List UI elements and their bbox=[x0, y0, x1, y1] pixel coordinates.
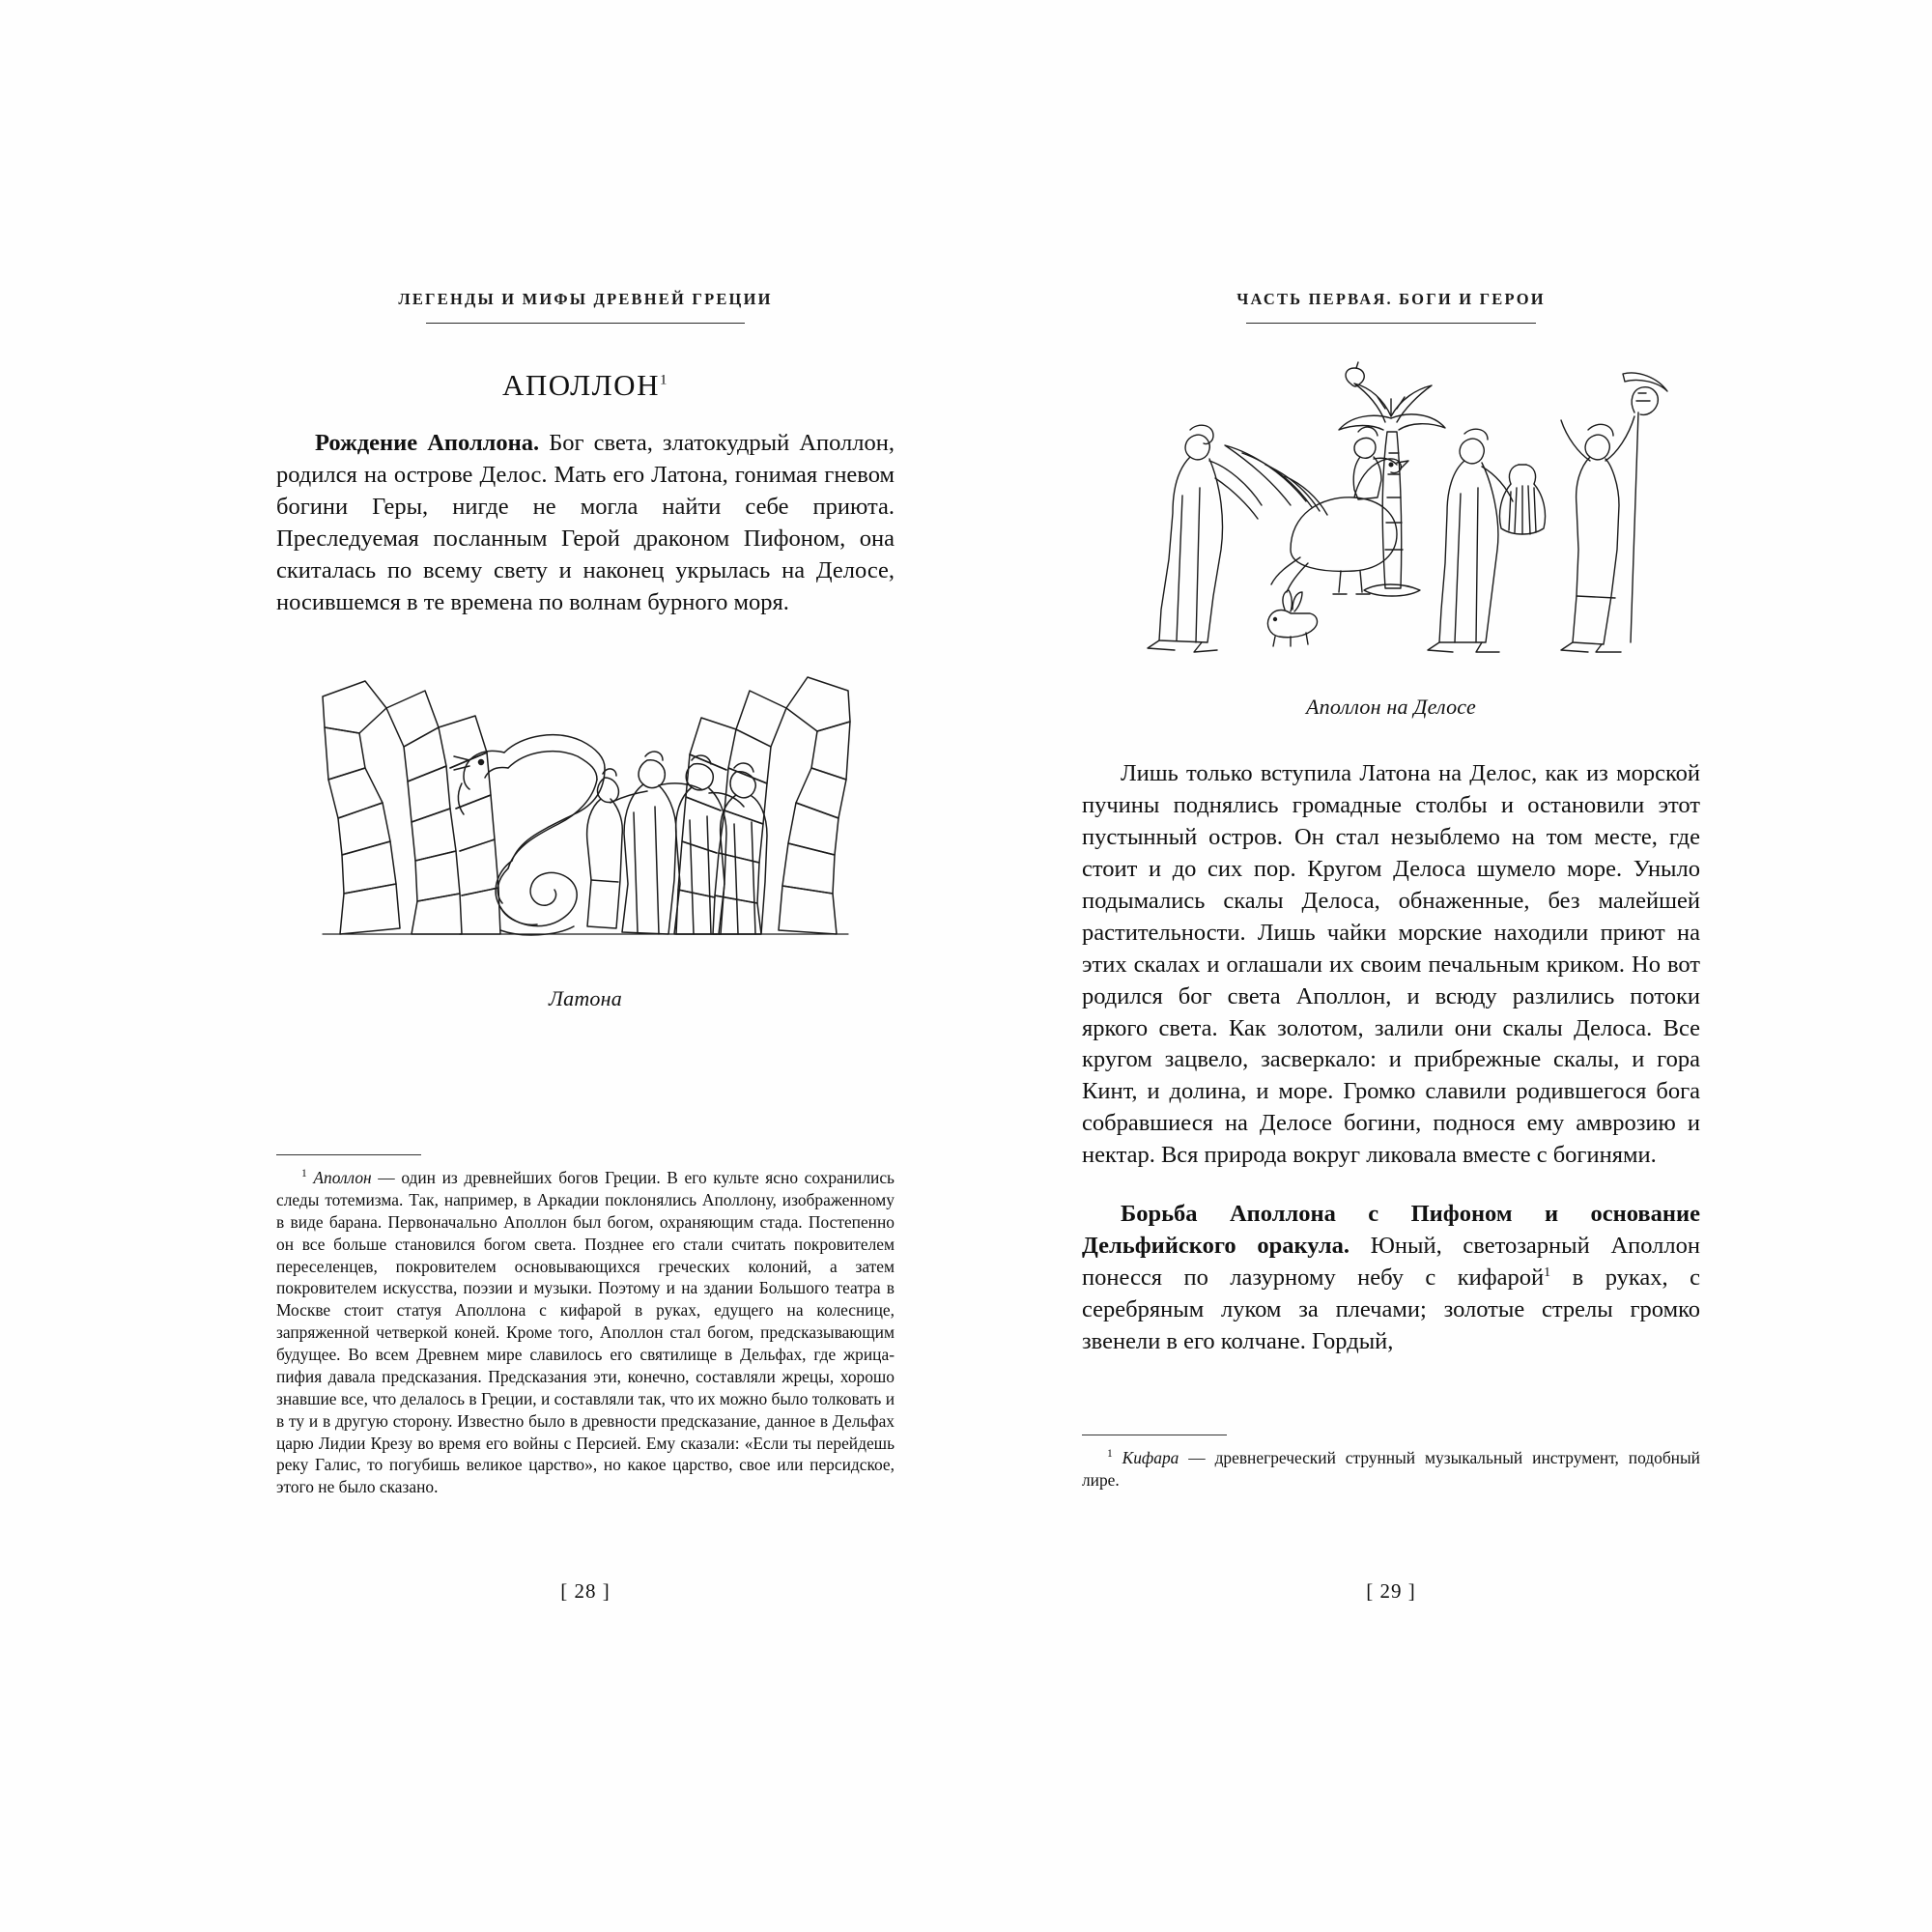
right-paragraph-2 bbox=[1082, 1199, 1700, 1358]
right-footnote bbox=[1082, 1447, 1700, 1492]
chapter-title-footnote-marker: 1 bbox=[659, 372, 668, 388]
latona-illustration bbox=[315, 652, 856, 971]
left-folio: [ 28 ] bbox=[560, 1579, 611, 1603]
left-footnote-marker: 1 bbox=[301, 1168, 307, 1180]
right-head-rule bbox=[1246, 323, 1536, 324]
lyre bbox=[1499, 465, 1545, 534]
left-footnote-text: — один из древнейших богов Греции. В его культе ясно сохранились следы тотемизма. Так, например, в Аркадии поклонялись Аполлону, изображенному в виде барана. Первоначально Аполлон был богом, охраняющим стада. Постепенно он все больше становился богом света. Позднее его стали считать покровителем переселенцев, покровителем основывающихся греческих колоний, а затем покровителем искусства, поэзии и музыки. Поэтому и на здании Большого театра в Москве стоит статуя Аполлона с кифарой в руках, едущего на колеснице, запряженной четверкой коней. Кроме того, Аполлон стал богом, предсказывающим будущее. Во всем Древнем мире славилось его святилище в Дельфах, где жрица-пифия давала предсказания. Предсказания эти, конечно, составляли жрецы, хорошо знавшие все, что делалось в Греции, и составляли так, что их можно было толковать и в ту и в другую сторону. Известно было в древности предсказание, данное в Дельфах царю Лидии Крезу во время его войны с Персией. Ему сказали: «Если ты перейдешь реку Галис, то погубишь великое царство», но какое царство, свое или персидское, этого не было сказано. bbox=[276, 1168, 895, 1497]
apollo-figure bbox=[1082, 360, 1700, 720]
right-footnote-text: — древнегреческий струнный музыкальный инструмент, подобный лире. bbox=[1082, 1448, 1700, 1490]
right-page bbox=[1082, 290, 1700, 1604]
chapter-title bbox=[276, 368, 895, 403]
right-folio: [ 29 ] bbox=[1366, 1579, 1416, 1603]
apollo-figure-caption: Аполлон на Делосе bbox=[1306, 695, 1476, 719]
lyre-player bbox=[1428, 429, 1513, 652]
left-footnote bbox=[276, 1167, 895, 1498]
left-paragraph-1-lead: Рождение Аполлона. bbox=[315, 430, 540, 456]
right-paragraph-2-lead: Борьба Аполлона с Пифоном и основание Дельфийского оракула. bbox=[1082, 1201, 1700, 1260]
left-paragraph-1-text: Бог света, златокудрый Аполлон, родился на острове Делос. Мать его Латона, гонимая гневом богини Геры, нигде не могла найти себе приюта. Преследуемая посланным Герой драконом Пифоном, она скиталась по всему свету и наконец укрылась на Делосе, носившемся в те времена по волнам бурного моря. bbox=[276, 430, 895, 615]
right-inline-footnote-marker: 1 bbox=[1544, 1264, 1551, 1280]
apollo-on-delos-illustration bbox=[1101, 360, 1681, 679]
swan bbox=[1225, 445, 1408, 594]
left-footnote-rule bbox=[276, 1154, 421, 1155]
latona-figure-caption: Латона bbox=[549, 985, 622, 1010]
left-footnote-block bbox=[276, 1154, 895, 1498]
left-running-head-text: ЛЕГЕНДЫ И МИФЫ ДРЕВНЕЙ ГРЕЦИИ bbox=[398, 290, 773, 308]
chapter-title-text: АПОЛЛОН bbox=[502, 368, 660, 402]
right-footnote-marker: 1 bbox=[1107, 1448, 1113, 1461]
left-rocks bbox=[323, 681, 500, 934]
left-footnote-lead: Аполлон bbox=[313, 1168, 372, 1187]
left-paragraph-1 bbox=[276, 428, 895, 619]
python-serpent bbox=[454, 734, 605, 934]
latona-figure bbox=[276, 652, 895, 1011]
right-running-head-text: ЧАСТЬ ПЕРВАЯ. БОГИ И ГЕРОИ bbox=[1236, 290, 1546, 308]
fruit-stem bbox=[1356, 362, 1358, 368]
right-paragraph-2-continuation: в руках, с серебряным луком за плечами; золотые стрелы громко звенели в его колчане. Гордый, bbox=[1082, 1264, 1701, 1354]
left-page bbox=[276, 290, 895, 1604]
right-footnote-lead: Кифара bbox=[1122, 1448, 1179, 1467]
rabbit bbox=[1267, 590, 1317, 646]
crescent-ornament bbox=[1623, 373, 1667, 391]
left-head-rule bbox=[426, 323, 745, 324]
right-rocks bbox=[676, 677, 850, 934]
apollo-figure bbox=[1561, 387, 1658, 652]
right-paragraph-2-text: Юный, светозарный Аполлон понесся по лазурному небу с кифарой bbox=[1082, 1233, 1700, 1292]
left-running-head bbox=[276, 290, 895, 324]
right-paragraph-1-text: Лишь только вступила Латона на Делос, как из морской пучины поднялись громадные столбы и остановили этот пустынный остров. Он стал незыблемо на том месте, где стоит и до сих пор. Кругом Делоса шумело море. Уныло подымались скалы Делоса, обнаженные, без малейшей растительности. Лишь чайки морские находили приют на этих скалах и оглашали их своим печальным криком. Но вот родился бог света Аполлон, и всюду разлились потоки яркого света. Как золотом, залили они скалы Делоса. Все кругом зацвело, засверкало: и прибрежные скалы, и гора Кинт, и долина, и море. Громко славили родившегося бога собравшиеся на Делосе богини, поднося ему амврозию и нектар. Вся природа вокруг ликовала вместе с богинями. bbox=[1082, 760, 1700, 1169]
right-paragraph-1 bbox=[1082, 758, 1700, 1172]
latona-figures bbox=[587, 752, 767, 934]
right-running-head bbox=[1082, 290, 1700, 324]
right-footnote-block bbox=[1082, 1435, 1700, 1492]
